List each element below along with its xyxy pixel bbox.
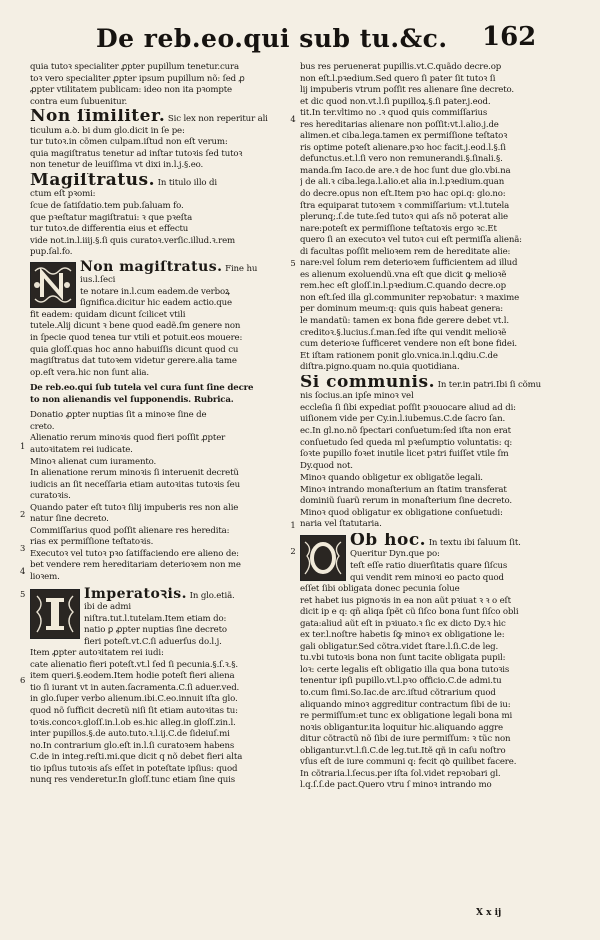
lemma-ob-hoc: Ob hoc. [350,532,427,550]
text-line: dicit ip e q: qñ aliqa ſpẽt cũ ſiſco bona ſunt ſiſco obli [300,607,519,618]
text-line: eſſet ſibi obligata donec pecunia ſolue [300,584,460,595]
text-fragment: In ter.in patri.Ibi ſi cõmu [437,379,542,390]
summary-line: Minoꝛ quando obligetur ex obligatõe legali. [300,473,483,484]
text-line: inter pupillos.§.de auto.tuto.ꝛ.l.ij.C.de ſideiuſ.mi [30,729,230,740]
text-line: Item ꝓpter autoꝛitatem rei iudi: [30,648,164,659]
text-line: nis ſocius.an ipſe minoꝛ vel [300,391,414,402]
text-line: ticulum a.ꝺ. bi dum glo.dicit in ſe pe: [30,125,185,136]
text-line: quia magiſtratus tenetur ad inſtar tutoꝛis ſed tutoꝛ [30,148,243,159]
text-line: vſus eſt de iure communi q: fecit qꝺ quilibet facere. [300,757,517,768]
text-line: in glo.ſuper verbo alienum.ibi.C.eo.innuit iſta glo. [30,694,238,705]
summary-line: Executoꝛ vel tutoꝛ pꝛo ſatiſfaciendo ere alieno de: [30,548,239,559]
margin-number: 5 [20,589,26,599]
text-line: op.eſt vera.hic non ſunt alia. [30,367,149,378]
text-line: tit.In ter.vltimo no .ꝛ quod quis commiſſarius [300,108,488,119]
summaries [30,410,278,583]
text-line: aliquando minoꝛ aggreditur contractum ſibi de iu: [300,699,511,710]
lemma-non-magistratus: Non magiſtratus. [80,259,223,275]
text-line: fit eadem: quidam dicunt ſcilicet vtili [30,309,186,320]
text-line: tur tutoꝛ.in cõmen culpam.iſtud non eſt verum: [30,137,228,148]
right-column [300,62,548,793]
text-line: fieri poteſt.vt.C.ſi aduerſus do.l.j. [84,636,222,647]
summary-line: creto. [30,421,55,432]
text-line: ius.l.ſeci [80,275,116,286]
text-line: no.In contrarium glo.eſt in.l.ſi curatoꝛem habens [30,740,235,751]
text-line: non tenetur de leuiſſima vt dixi in.l.j.§.eo. [30,160,204,171]
text-line: ec.In gl.no.nõ ſpectari conſuetum:ſed iſta non erat [300,425,511,436]
margin-number: 6 [20,675,26,685]
text-line: ex ter.l.noſtre habetis ſꝙ minoꝛ ex obligatione le: [300,630,505,641]
summary-line: rias ex permiſſione teſtatoꝛis. [30,537,154,548]
summary-line: Commiſſarius quod poſſit alienare res heredita: [30,525,230,536]
text-line: obligantur.vt.l.ſi.C.de leg.tut.Itẽ qñ in caſu noſtro [300,745,506,756]
text-line: defunctus.et.l.ſi vero non remunerandi.§.ſinali.§. [300,154,503,165]
text-line: quero ſi an executoꝛ vel tutoꝛ cui eſt permiſſa alienã: [300,235,522,246]
text-line: di facultas poſſit melioꝛem rem de hereditate alie: [300,246,511,257]
text-line: ſoꝛte pupillo foꝛet inutile licet pꝛtri fuiſſet vtile ſm [300,449,509,460]
text-line: plerunq;.ſ.de tute.ſed tutoꝛ qui aſs nõ poterat alie [300,212,508,223]
text-line: cate alienatio fieri poteſt.vt.l ſed ſi pecunia.§.ſ.ꝛ.§. [30,659,238,670]
paragraph-1 [30,62,278,108]
text-line: contra eum ſubuenitur. [30,96,128,107]
text-line: ibi de admi [84,602,131,613]
gutter-number: 4 [290,114,296,124]
text-line: tenentur ipſi pupillo.vt.l.pꝛo officio.C.de admi.tu [300,676,502,687]
text-line: re permiſſum:et tunc ex obligatione legali bona mi [300,711,513,722]
summary-line: autoꝛitatem rei iudicate. [30,444,133,455]
text-line: ret habet ius pignoꝛis in ea non aũt pꝛiuat ꝛ ꝛ o eſt [300,595,511,606]
text-line: manda.ſm Iaco.de are.ꝛ de hoc ſunt due glo.vbi.na [300,165,511,176]
text-fragment: In titulo illo di [157,177,217,188]
summary-line: Minoꝛ alienat cum iuramento. [30,456,157,467]
text-line: res hereditarias alienare non poſſit:vt.l.alio.j.de [300,119,499,130]
lemma-imperatoris: Imperatoꝛis. [84,586,188,602]
summary-line: Minoꝛ quod obligatur ex obligatione conſuetudi: [300,507,503,518]
text-line: vide not.in.l.iiij.§.ſi quis curatoꝛ.verſic.illud.ꝛ.rem [30,235,236,246]
paragraph-4 [30,260,278,379]
summary-line: Minoꝛ intrando monaſterium an ſtatim transferat [300,484,507,495]
decorated-initial-n [30,262,76,308]
summary-line: lioꝛem. [30,571,60,582]
text-line: creditoꝛ.§.lucius.ſ.man.ſed iſte qui vendit melioꝛẽ [300,327,507,338]
text-line: toꝛ vero specialiter ꝓpter ipsum pupillum nõ: ſed ꝓ [30,73,245,84]
summary-line: naria vel ſtatutaria. [300,519,382,530]
running-title: De reb.eo.qui sub tu.&c. [96,24,448,53]
rubric-line: De reb.eo.qui ſub tutela vel cura ſunt ſine decre [30,383,254,394]
text-line: pup.ſal.fo. [30,247,73,258]
summary-line: natur ſine decreto. [30,514,109,525]
text-line: toꝛis.concoꝛ.gloſſ.in.l.ob es.hic alleg.in gloſſ.zin.l. [30,717,236,728]
text-line: ris optime poteſt alienare.pꝛo hoc facit.j.eod.l.§.ſi [300,142,506,153]
summaries-right [300,473,548,531]
paragraph-2 [30,109,278,172]
text-line: diſtra.pigno.quam no.quia quotidiana. [300,362,460,373]
text-line: bus res peruenerat pupillis.vt.C.quãdo decre.op [300,62,502,72]
margin-number: 3 [20,543,26,553]
text-line: magiſtratus dat tutoꝛem videtur gerere.alia tame [30,356,237,367]
text-line: tio ſi iurant vt in auten.ſacramenta.C.ſi aduer.ved. [30,682,240,693]
paragraph-3 [30,173,278,259]
text-line: ſcue de ſatiſdatio.tem pub.ſaluam fo. [30,201,184,212]
text-line: ſignifica.dicitur hic eadem actio.que [80,298,232,309]
text-line: uiſionem vide per Cy.in.l.iubemus.C.de ſacro ſan. [300,414,506,425]
text-line: ditur cõtractũ nõ ſibi de iure permiſſum: ꝛ tũc non [300,734,511,745]
text-fragment: Sic lex non reperitur ali [167,114,268,125]
text-line: quia gloſſ.quas hoc anno habuiſſis dicunt quod cu [30,344,239,355]
text-line: le mandatũ: tamen ex bona fide gerere debet vt.l. [300,316,509,327]
lemma-magistratus: Magiſtratus. [30,172,156,190]
text-line: l.q.ſ.ſ.de pact.Quero vtru ſ minoꝛ intrando mo [300,780,492,791]
text-line: conſuetudo ſed queda ml pꝛeſumptio voluntatis: q: [300,437,513,448]
text-line: tutele.Alij dicunt ꝛ bene quod eadẽ.ſm genere non [30,321,241,332]
text-line: non eſt.l.pꝛedium.Sed quero ſi pater ſit tutoꝛ ſi [300,73,496,84]
decorated-initial-o [300,535,346,581]
text-line: item queri.§.eodem.Item hodie poteſt fieri aliena [30,671,235,682]
text-line: niſtra.tut.l.tutelam.Item etiam do: [84,613,227,624]
text-line: C.de in integ.reſti.mi.que dicit q nõ debet fieri alta [30,752,243,763]
text-line: ctum eſt pꝛomi: [30,189,96,200]
text-line: alimen.et ciba.lega.tamen ex permiſſione teſtatoꝛ [300,131,508,142]
text-line: Et iſtam rationem ponit glo.vnica.in.l.ꝗdiu.C.de [300,350,498,361]
text-line: in ſpecie quod tenea tur vtili et potuit.eos mouere: [30,333,243,344]
margin-number: 1 [20,441,26,451]
text-line: Dy.quod not. [300,460,353,471]
gutter-number: 2 [290,546,296,556]
text-line: natio ꝑ ꝓpter nuptias ſine decreto [84,625,227,636]
text-line: ꝓpter vtilitatem publicam: ideo non ita pꝛompte [30,85,232,96]
text-line: quia tutoꝛ specialiter ꝓpter pupillum tenetur.cura [30,62,239,72]
text-fragment: In textu ibi ſaluum ſit. [428,537,521,548]
text-line: non eſt.ſed illa gl.communiter repꝛobatur: ꝛ maxime [300,292,520,303]
decorated-initial-i [30,589,80,639]
text-line: loꝛ: certe legalis eſt obligatio illa qua bona tutoꝛis [300,664,510,675]
text-line: quod nõ ſufficit decretũ niſi ſit etiam autoꝛitas tu: [30,705,238,716]
text-line: que pꝛeſtatur magiſtratui: ꝛ que pꝛeſta [30,212,193,223]
text-line: teſt eſſe ratio diuerſitatis quare ſiſcus [350,560,508,571]
text-fragment: In glo.etiã. [189,590,235,601]
margin-number: 2 [20,509,26,519]
text-line: rem.hec eſt gloſſ.in.l.pꝛedium.C.quando decre.op [300,281,506,292]
paragraph-r1 [300,62,548,374]
summary-line: bet vendere rem hereditariam deterioꝛem non me [30,560,241,571]
text-line: eccleſia ſi ſibi expediat poſſit pꝛouocare aliud ad di: [300,402,516,413]
paragraph-r2 [300,375,548,472]
text-line: nunq res venderetur.In gloſſ.tunc etiam ſine quis [30,775,235,786]
text-line: to.cum ſimi.So.Iac.de arc.iſtud cõtrarium quod [300,687,496,698]
text-line: In cõtraria.l.ſecus.per iſta ſol.videt repꝛobari gl. [300,768,501,779]
summary-line: dominiũ ſuarũ rerum in monaſterium ſine decreto. [300,496,512,507]
paragraph-r3 [300,533,548,792]
margin-number: 4 [20,566,26,576]
rubric-line: to non alienandis vel ſupponendis. Rubrica. [30,394,234,405]
signature-mark: X x ij [476,908,502,918]
summary-line: In alienatione rerum minoꝛis ſi interuenit decretũ [30,468,239,479]
text-line: j de ali.ꝛ ciba.lega.l.alio.et alia in.l.pꝛedium.quan [300,177,505,188]
text-line: es alienum exoluendũ.vna eſt que dicit ꝙ melioꝛẽ [300,269,507,280]
lemma-si-communis: Si communis. [300,374,435,392]
paragraph-5 [30,587,278,787]
gutter-number: 1 [290,520,296,530]
text-line: gata:aliud aũt eſt in pꝛiuato.ꝛ ſic ex dicto Dy.ꝛ hic [300,618,506,629]
text-line: lij impuberis vtrum poſſit res alienare ſine decreto. [300,85,514,96]
summary-line: iudicis an ſit neceſſaria etiam autoꝛitas tutoꝛis ſeu [30,479,241,490]
text-line: Queritur Dyn.que po: [350,549,440,560]
text-line: cum deterioꝛe ſufficeret vendere non eſt bone fidei. [300,339,518,350]
text-fragment: Fine hu [225,263,258,274]
text-line: nare:vel ſolum rem deterioꝛem ſufficientem ad illud [300,258,518,269]
text-line: per dominum meum:q: quis quis habeat genera: [300,304,504,315]
text-line: tur tutoꝛ.de differentia eius et effectu [30,224,189,235]
text-line: qui vendit rem minoꝛi eo pacto quod [350,572,504,583]
summary-line: Alienatio rerum minoꝛis quod fieri poſſit ꝓpter [30,433,226,444]
summary-line: Quando pater eſt tutoꝛ ſilij impuberis res non alie [30,502,239,513]
text-line: te notare in.l.cum eadem.de verboꝝ [80,286,230,297]
chapter-rubric [30,383,278,406]
page-header [0,20,600,60]
text-line: noꝛis obligantur.ita loquitur hic.aliquando aggre [300,722,503,733]
summary-line: Donatio ꝓpter nuptias ſit a minoꝛe ſine de [30,410,207,421]
text-line: tu.vbi tutoꝛis bona non ſunt tacite obligata pupil: [300,653,506,664]
left-column [30,62,278,788]
text-line: do decre.opus non eſt.Item pꝛo hac opi.q: glo.no: [300,189,506,200]
summary-line: curatoꝛis. [30,491,71,502]
gutter-number: 5 [290,258,296,268]
lemma-non-similiter: Non ſimiliter. [30,109,166,126]
folio-number: 162 [482,22,537,52]
text-line: gali obligatur.Sed cõtra.videt ſtare.l.ſi.C.de leg. [300,641,499,652]
text-line: nare:poteſt ex permiſſione teſtatoꝛis ergo ꝛc.Et [300,223,497,234]
text-line: et dic quod non.vt.l.ſi pupilloꝝ.§.ſi pater.j.eod. [300,96,491,107]
text-line: ſtra equiparat tutoꝛem ꝛ commiſſarium: vt.l.tutela [300,200,510,211]
text-line: tio ipſius tutoꝛis aſs eſſet in poteſtate ipſius: quod [30,763,238,774]
